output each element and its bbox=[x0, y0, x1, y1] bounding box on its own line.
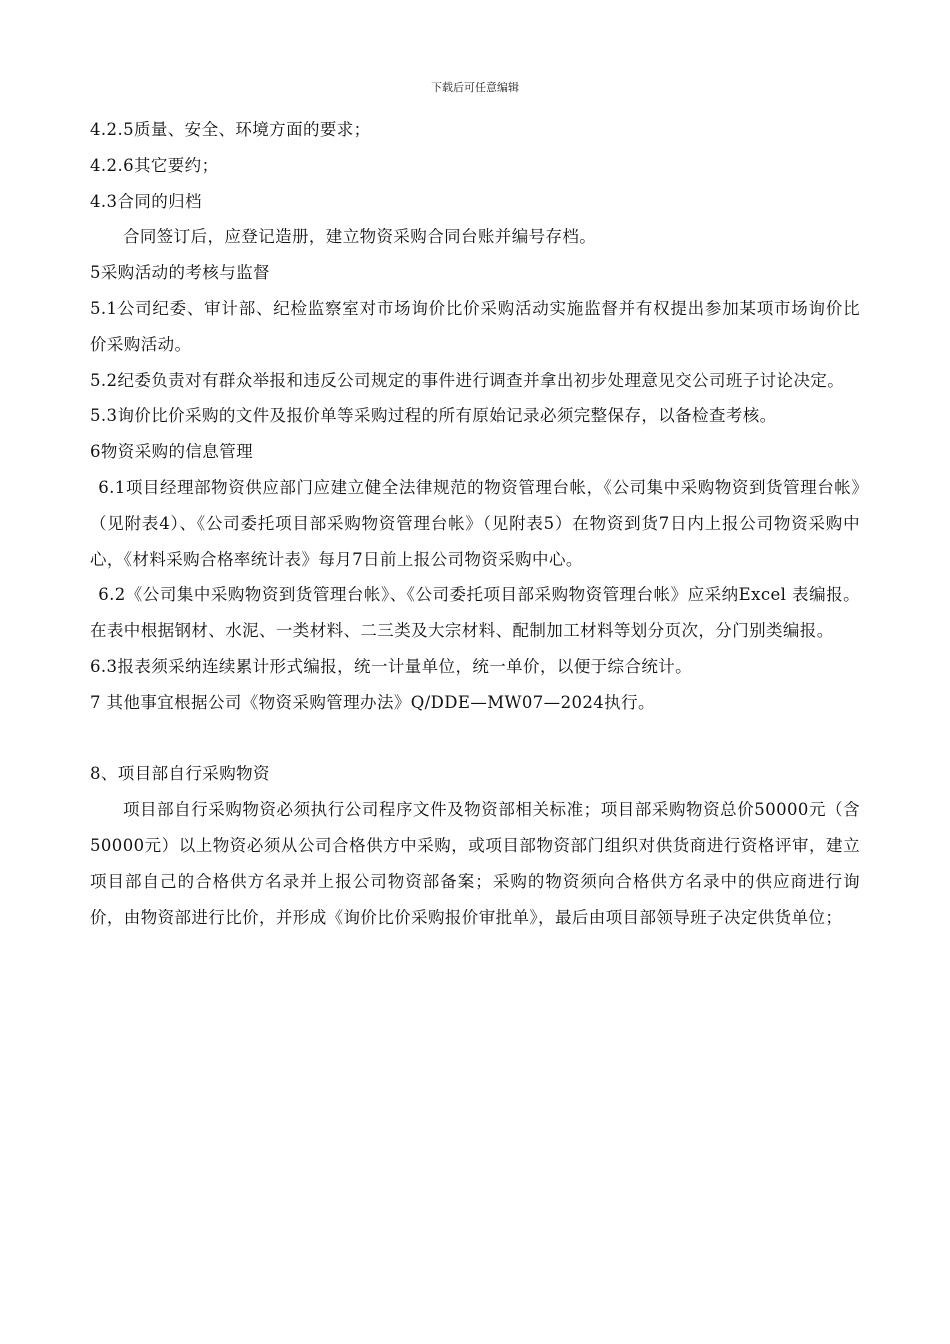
blank-line bbox=[90, 721, 860, 757]
clause-5-2: 5.2纪委负责对有群众举报和违反公司规定的事件进行调查并拿出初步处理意见交公司班子讨论决定。 bbox=[90, 370, 845, 390]
page-header: 下载后可任意编辑 bbox=[431, 81, 519, 94]
clause-4-2-5: 4.2.5质量、安全、环境方面的要求； bbox=[90, 120, 371, 139]
section-heading-6: 6物资采购的信息管理 bbox=[90, 442, 253, 462]
clause-4-2-6: 4.2.6其它要约； bbox=[90, 155, 219, 175]
contract-archive-paragraph: 合同签订后，应登记造册，建立物资采购合同台账并编号存档。 bbox=[123, 227, 597, 247]
section-heading-5: 5采购活动的考核与监督 bbox=[90, 263, 270, 283]
self-procurement-paragraph: 项目部自行采购物资必须执行公司程序文件及物资部相关标准；项目部采购物资总价50000元（含50000元）以上物资必须从公司合格供方中采购，或项目部物资部门组织对供货商进行资格评审，建立项目部自己的合格供方名录并上报公司物资部备案；采购的物资须向合格供方名录中的供应商进行询价，由物资部进行比价，并形成《询价比价采购报价审批单》，最后由项目部领导班子决定供货单位； bbox=[90, 800, 860, 927]
clause-6-2: 6.2《公司集中采购物资到货管理台帐》、《公司委托项目部采购物资管理台帐》应采纳Excel 表编报。在表中根据钢材、水泥、一类材料、二三类及大宗材料、配制加工材料等划分页次，分门别类编报。 bbox=[90, 585, 860, 641]
clause-5-1: 5.1公司纪委、审计部、纪检监察室对市场询价比价采购活动实施监督并有权提出参加某项市场询价比价采购活动。 bbox=[90, 298, 860, 354]
section-heading-8: 8、项目部自行采购物资 bbox=[90, 764, 270, 784]
section-heading-4-3: 4.3合同的归档 bbox=[90, 191, 202, 211]
clause-6-1: 6.1项目经理部物资供应部门应建立健全法律规范的物资管理台帐，《公司集中采购物资到货管理台帐》（见附表4）、《公司委托项目部采购物资管理台帐》（见附表5）在物资到货7日内上报公司物资采购中心，《材料采购合格率统计表》每月7日前上报公司物资采购中心。 bbox=[90, 477, 860, 569]
clause-5-3: 5.3询价比价采购的文件及报价单等采购过程的所有原始记录必须完整保存，以备检查考核。 bbox=[90, 406, 777, 426]
document-body bbox=[90, 112, 860, 935]
clause-6-3: 6.3报表须采纳连续累计形式编报，统一计量单位，统一单价，以便于综合统计。 bbox=[90, 656, 693, 676]
clause-7: 7 其他事宜根据公司《物资采购管理办法》Q/DDE—MW07—2024执行。 bbox=[90, 692, 655, 712]
